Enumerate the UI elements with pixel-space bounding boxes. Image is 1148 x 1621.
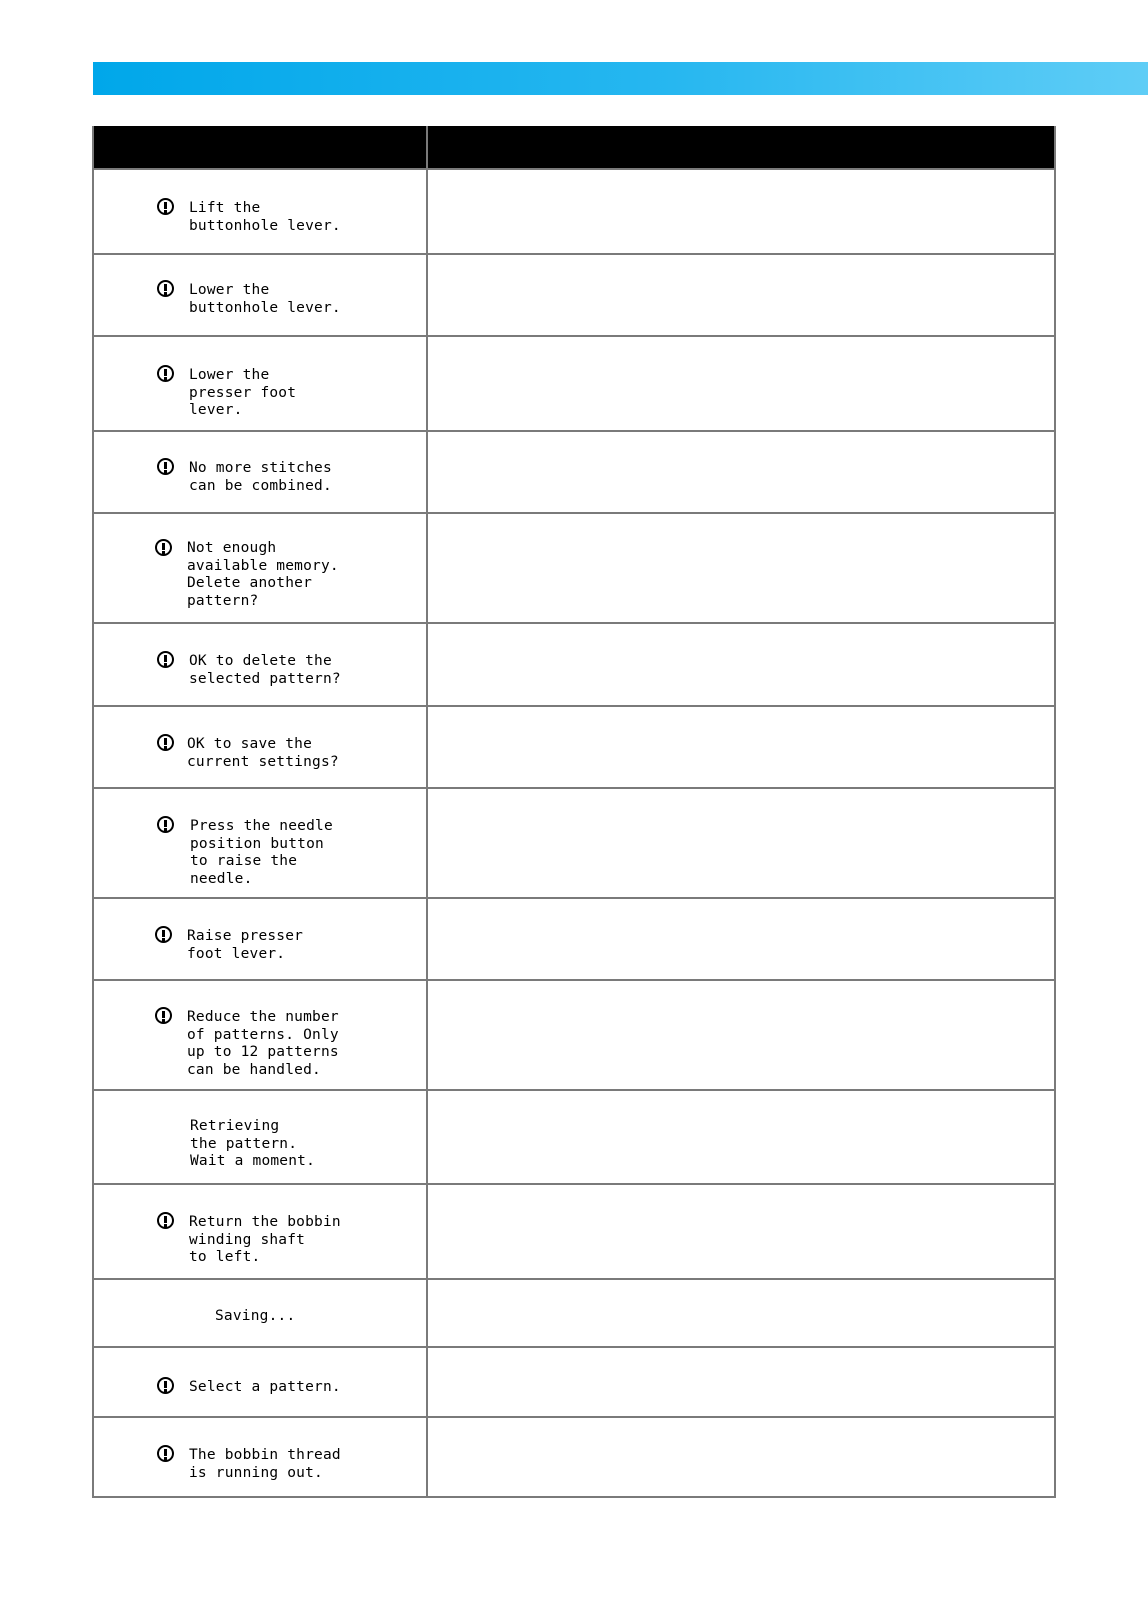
message-cell xyxy=(93,1347,427,1417)
description-cell xyxy=(427,623,1055,706)
error-message-table xyxy=(92,126,1056,1498)
message-line: Wait a moment. xyxy=(190,1153,316,1169)
warning-icon xyxy=(157,1212,174,1229)
description-cell xyxy=(427,169,1055,254)
table-row xyxy=(93,980,1055,1090)
message-text xyxy=(189,1447,341,1482)
message-column-header xyxy=(93,126,427,169)
table-row xyxy=(93,788,1055,898)
description-cell xyxy=(427,1184,1055,1279)
table-row xyxy=(93,1090,1055,1184)
message-line: of patterns. Only xyxy=(187,1026,339,1043)
message-line: Select a pattern. xyxy=(189,1379,341,1395)
table-row xyxy=(93,336,1055,431)
table-row xyxy=(93,254,1055,336)
description-cell xyxy=(427,788,1055,898)
message-line: up to 12 patterns xyxy=(187,1044,339,1060)
description-cell xyxy=(427,254,1055,336)
warning-icon xyxy=(155,539,172,556)
warning-icon xyxy=(157,458,174,475)
message-text xyxy=(190,818,333,888)
message-text xyxy=(189,200,341,235)
message-text xyxy=(215,1308,295,1326)
table-row xyxy=(93,513,1055,623)
message-line: No more stitches xyxy=(189,460,332,476)
message-line: Reduce the number xyxy=(187,1009,339,1025)
warning-icon xyxy=(155,926,172,943)
message-line: Raise presser xyxy=(187,928,304,944)
message-text xyxy=(189,653,341,688)
table-row xyxy=(93,706,1055,788)
message-text xyxy=(190,1118,315,1171)
message-line: Delete another xyxy=(187,575,313,591)
message-line: The bobbin thread xyxy=(189,1447,341,1463)
warning-icon xyxy=(157,651,174,668)
message-text xyxy=(189,1379,341,1397)
message-text xyxy=(187,736,339,771)
message-text xyxy=(189,367,296,420)
message-line: needle. xyxy=(190,870,253,887)
message-cell xyxy=(93,431,427,513)
description-column-header xyxy=(427,126,1055,169)
message-cell xyxy=(93,336,427,431)
warning-icon xyxy=(157,365,174,382)
description-cell xyxy=(427,513,1055,623)
message-line: can be handled. xyxy=(187,1061,321,1078)
message-line: selected pattern? xyxy=(189,670,341,687)
message-line: Not enough xyxy=(187,540,277,556)
table-row xyxy=(93,898,1055,980)
header-color-bar xyxy=(93,62,1148,95)
table-row xyxy=(93,1417,1055,1497)
description-cell xyxy=(427,336,1055,431)
description-cell xyxy=(427,1347,1055,1417)
message-cell xyxy=(93,513,427,623)
message-line: buttonhole lever. xyxy=(189,217,341,234)
message-text xyxy=(187,540,339,610)
warning-icon xyxy=(157,816,174,833)
message-line: current settings? xyxy=(187,753,339,770)
message-line: Saving... xyxy=(215,1308,296,1324)
message-line: is running out. xyxy=(189,1464,323,1481)
message-line: Lower the xyxy=(189,282,270,298)
description-cell xyxy=(427,1417,1055,1497)
warning-icon xyxy=(157,734,174,751)
message-cell xyxy=(93,706,427,788)
message-line: OK to delete the xyxy=(189,653,332,669)
warning-icon xyxy=(157,1445,174,1462)
description-cell xyxy=(427,431,1055,513)
message-line: available memory. xyxy=(187,557,339,574)
message-line: Return the bobbin xyxy=(189,1214,341,1230)
message-cell xyxy=(93,1090,427,1184)
table-row xyxy=(93,1184,1055,1279)
message-cell xyxy=(93,1184,427,1279)
message-line: OK to save the xyxy=(187,736,313,752)
message-line: Retrieving xyxy=(190,1118,280,1134)
message-line: Press the needle xyxy=(190,818,333,834)
message-line: the pattern. xyxy=(190,1135,298,1152)
message-line: foot lever. xyxy=(187,945,286,962)
table-header-row xyxy=(93,126,1055,169)
message-cell xyxy=(93,169,427,254)
warning-icon xyxy=(155,1007,172,1024)
message-line: lever. xyxy=(189,402,243,418)
table-row xyxy=(93,1347,1055,1417)
message-line: winding shaft xyxy=(189,1231,306,1248)
message-line: Lift the xyxy=(189,200,261,216)
table-row xyxy=(93,431,1055,513)
message-line: can be combined. xyxy=(189,477,332,494)
message-cell xyxy=(93,1417,427,1497)
warning-icon xyxy=(157,198,174,215)
description-cell xyxy=(427,1090,1055,1184)
message-text xyxy=(187,1009,339,1079)
message-text xyxy=(187,928,303,963)
warning-icon xyxy=(157,1377,174,1394)
table-row xyxy=(93,623,1055,706)
description-cell xyxy=(427,898,1055,980)
table-body xyxy=(93,169,1055,1497)
message-line: to raise the xyxy=(190,853,298,869)
message-cell xyxy=(93,254,427,336)
message-text xyxy=(189,460,332,495)
message-cell xyxy=(93,980,427,1090)
warning-icon xyxy=(157,280,174,297)
table-row xyxy=(93,169,1055,254)
table-row xyxy=(93,1279,1055,1347)
description-cell xyxy=(427,980,1055,1090)
message-cell xyxy=(93,623,427,706)
description-cell xyxy=(427,1279,1055,1347)
message-cell xyxy=(93,788,427,898)
message-text xyxy=(189,282,341,317)
description-cell xyxy=(427,706,1055,788)
message-line: to left. xyxy=(189,1249,261,1265)
message-cell xyxy=(93,1279,427,1347)
message-line: Lower the xyxy=(189,367,270,383)
message-cell xyxy=(93,898,427,980)
message-line: position button xyxy=(190,835,324,852)
message-text xyxy=(189,1214,341,1267)
message-line: pattern? xyxy=(187,592,259,609)
message-line: presser foot xyxy=(189,384,297,401)
message-line: buttonhole lever. xyxy=(189,299,341,316)
